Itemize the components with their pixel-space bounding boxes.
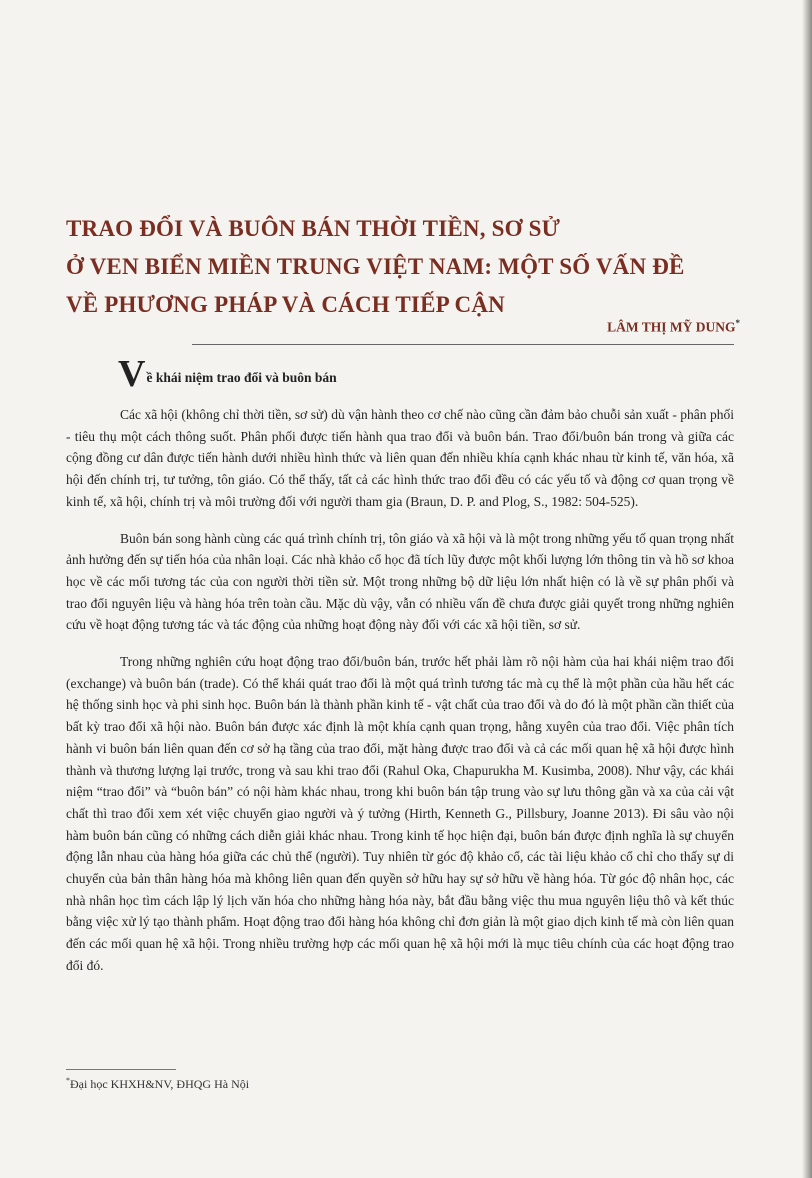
title-line-1: TRAO ĐỔI VÀ BUÔN BÁN THỜI TIỀN, SƠ SỬ: [66, 216, 561, 241]
section-heading-text: ề khái niệm trao đổi và buôn bán: [146, 370, 337, 385]
footnote-divider: [66, 1069, 176, 1070]
footnote-mark: *: [66, 1076, 70, 1085]
title-line-2: Ở VEN BIỂN MIỀN TRUNG VIỆT NAM: MỘT SỐ VẤN ĐỀ: [66, 254, 685, 279]
scanned-page-edge: [802, 0, 812, 1178]
body-paragraph-3: Trong những nghiên cứu hoạt động trao đổi/buôn bán, trước hết phải làm rõ nội hàm của hai khái niệm trao đổi (exchange) và buôn bán (trade). Có thể khái quát trao đổi là một quá trình tương tác mà cụ thể là một phần của hầu hết các hệ thống sinh học và phi sinh học. Buôn bán là thành phần kinh tế - vật chất của trao đổi và do đó là một phần cần thiết của bất kỳ trao đổi xã hội nào. Buôn bán được xác định là một khía cạnh quan trọng, hằng xuyên của trao đổi. Việc phân tích hành vi buôn bán liên quan đến cơ sở hạ tầng của trao đổi, mặt hàng được trao đổi và cả các mối quan hệ xã hội được hình thành và thương lượng lại trước, trong và sau khi trao đổi (Rahul Oka, Chapurukha M. Kusimba, 2008). Như vậy, các khái niệm “trao đổi” và “buôn bán” có nội hàm khác nhau, trong khi buôn bán tập trung vào sự lưu thông gần và xa của cải vật chất thì trao đổi xem xét việc chuyển giao người và ý tưởng (Hirth, Kenneth G., Pillsbury, Joanne 2013). Đi sâu vào nội hàm buôn bán cũng có những cách diễn giải khác nhau. Trong kinh tế học hiện đại, buôn bán được định nghĩa là sự chuyển động lẫn nhau của hàng hóa giữa các chủ thể (người). Tuy nhiên từ góc độ khảo cổ, các tài liệu khảo cổ chỉ cho thấy sự di chuyển của bản thân hàng hóa mà không liên quan đến quyền sở hữu hay sự sở hữu về hàng hóa. Từ góc độ nhân học, các nhà nhân học tìm cách lập lý lịch văn hóa cho những hàng hóa này, bắt đầu bằng việc thu mua nguyên liệu thô và kết thúc bằng việc xử lý tạo thành phẩm. Hoạt động trao đổi hàng hóa không chỉ đơn giản là một giao dịch kinh tế mà còn liên quan đến các mối quan hệ xã hội. Trong nhiều trường hợp các mối quan hệ xã hội mới là mục tiêu chính của các hoạt động trao đổi đó.: [66, 654, 734, 973]
footnote: [66, 1076, 249, 1092]
body-paragraph-2: Buôn bán song hành cùng các quá trình chính trị, tôn giáo và xã hội và là một trong những yếu tố quan trọng nhất ảnh hưởng đến sự tiến hóa của nhân loại. Các nhà khảo cổ học đã tích lũy được một khối lượng lớn thông tin và hồ sơ khoa học về các mối tương tác của con người thời tiền sử. Một trong những bộ dữ liệu lớn nhất hiện có là về sự phân phối và trao đổi nguyên liệu và hàng hóa trên toàn cầu. Mặc dù vậy, vẫn có nhiều vấn đề chưa được giải quyết trong những nghiên cứu về hoạt động tương tác và tác động của những hoạt động này đối với các xã hội tiền, sơ sử.: [66, 530, 734, 633]
section-dropcap: V: [118, 353, 146, 395]
author-divider: [192, 344, 734, 345]
section-heading: [118, 355, 337, 393]
author-footnote-mark: *: [735, 318, 740, 328]
article-title: [66, 210, 746, 324]
author-name: [607, 318, 740, 336]
title-line-3: VỀ PHƯƠNG PHÁP VÀ CÁCH TIẾP CẬN: [66, 292, 505, 317]
body-paragraph-1: Các xã hội (không chỉ thời tiền, sơ sử) dù vận hành theo cơ chế nào cũng cần đảm bảo chuỗi sản xuất - phân phối - tiêu thụ một cách thông suốt. Phân phối được tiến hành qua trao đổi và buôn bán. Trao đổi/buôn bán trong và giữa các cộng đồng cư dân được tiến hành dưới nhiều hình thức và liên quan đến nhiều khía cạnh khác nhau từ kinh tế, văn hóa, xã hội đến chính trị, tư tưởng, tôn giáo. Có thể thấy, tất cả các hình thức trao đổi đều có các yếu tố và động cơ quan trọng về kinh tế, xã hội, chính trị và môi trường đối với người tham gia (Braun, D. P. and Plog, S., 1982: 504-525).: [66, 407, 734, 509]
article-body: [66, 404, 734, 992]
author-name-text: LÂM THỊ MỸ DUNG: [607, 319, 736, 335]
footnote-text: Đại học KHXH&NV, ĐHQG Hà Nội: [70, 1077, 250, 1091]
